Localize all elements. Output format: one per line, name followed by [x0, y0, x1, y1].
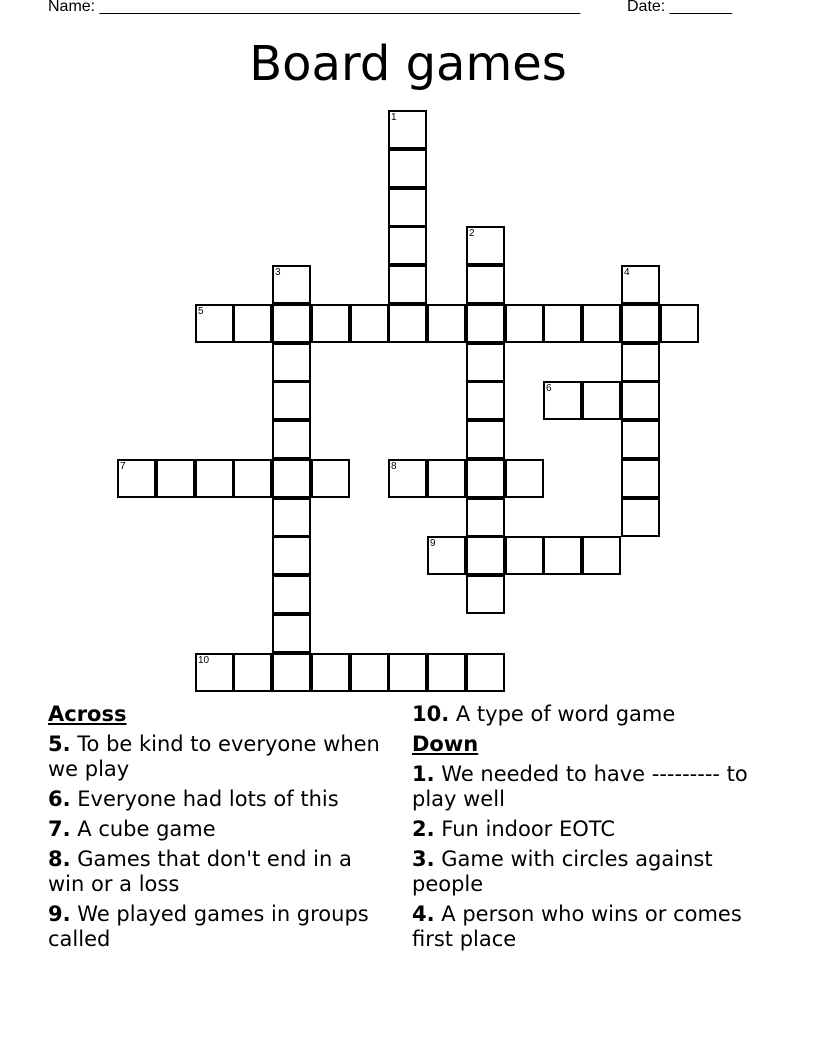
grid-cell[interactable]: [427, 304, 466, 343]
grid-cell[interactable]: [427, 653, 466, 692]
grid-cell[interactable]: [660, 304, 699, 343]
grid-cell[interactable]: [350, 304, 389, 343]
clue-text: A cube game: [77, 817, 216, 841]
date-field[interactable]: Date: _______: [627, 0, 732, 15]
grid-cell[interactable]: [466, 420, 505, 459]
grid-cell[interactable]: [388, 188, 427, 227]
across-heading: Across: [48, 702, 127, 726]
grid-cell[interactable]: [427, 536, 466, 575]
clue-text: Everyone had lots of this: [77, 787, 339, 811]
grid-cell[interactable]: [156, 459, 195, 498]
grid-cell[interactable]: [272, 614, 311, 653]
clue-text: Fun indoor EOTC: [441, 817, 616, 841]
grid-cell[interactable]: [388, 459, 427, 498]
grid-cell[interactable]: [466, 536, 505, 575]
grid-cell[interactable]: [388, 653, 427, 692]
clue-number: 4.: [412, 902, 435, 926]
clue-text: We played games in groups called: [48, 902, 369, 951]
cell-number: 6: [546, 383, 552, 394]
cell-number: 5: [198, 306, 204, 317]
grid-cell[interactable]: [272, 343, 311, 382]
grid-cell[interactable]: [233, 459, 272, 498]
clue-number: 8.: [48, 847, 71, 871]
grid-cell[interactable]: [505, 536, 544, 575]
grid-cell[interactable]: [466, 304, 505, 343]
clues-left-column: [48, 702, 388, 957]
grid-cell[interactable]: [272, 381, 311, 420]
grid-cell[interactable]: [543, 304, 582, 343]
grid-cell[interactable]: [272, 653, 311, 692]
grid-cell[interactable]: [311, 459, 350, 498]
grid-cell[interactable]: [621, 265, 660, 304]
grid-cell[interactable]: [117, 459, 156, 498]
grid-cell[interactable]: [350, 653, 389, 692]
clue-across-8: [48, 847, 388, 897]
clue-number: 9.: [48, 902, 71, 926]
grid-cell[interactable]: [272, 304, 311, 343]
grid-cell[interactable]: [233, 653, 272, 692]
grid-cell[interactable]: [621, 498, 660, 537]
clue-across-5: [48, 732, 388, 782]
clue-number: 7.: [48, 817, 71, 841]
grid-cell[interactable]: [195, 304, 234, 343]
grid-cell[interactable]: [543, 381, 582, 420]
grid-cell[interactable]: [388, 304, 427, 343]
grid-cell[interactable]: [621, 420, 660, 459]
grid-cell[interactable]: [621, 381, 660, 420]
clue-number: 3.: [412, 847, 435, 871]
clue-number: 10.: [412, 702, 450, 726]
grid-cell[interactable]: [466, 575, 505, 614]
grid-cell[interactable]: [466, 343, 505, 382]
clue-text: Games that don't end in a win or a loss: [48, 847, 352, 896]
grid-cell[interactable]: [272, 536, 311, 575]
grid-cell[interactable]: [272, 265, 311, 304]
clue-across-10: [412, 702, 752, 727]
grid-cell[interactable]: [195, 459, 234, 498]
clue-down-1: [412, 762, 752, 812]
cell-number: 4: [624, 267, 630, 278]
puzzle-title: Board games: [249, 36, 567, 92]
grid-cell[interactable]: [466, 498, 505, 537]
cell-number: 1: [391, 112, 397, 123]
grid-cell[interactable]: [505, 304, 544, 343]
grid-cell[interactable]: [311, 304, 350, 343]
grid-cell[interactable]: [272, 575, 311, 614]
grid-cell[interactable]: [272, 420, 311, 459]
clue-text: To be kind to everyone when we play: [48, 732, 380, 781]
cell-number: 8: [391, 461, 397, 472]
clue-across-6: [48, 787, 388, 812]
clue-text: A type of word game: [455, 702, 676, 726]
clues-right-column: [412, 702, 752, 957]
down-heading: Down: [412, 732, 479, 756]
clue-across-7: [48, 817, 388, 842]
cell-number: 3: [275, 267, 281, 278]
grid-cell[interactable]: [311, 653, 350, 692]
grid-cell[interactable]: [543, 536, 582, 575]
grid-cell[interactable]: [195, 653, 234, 692]
grid-cell[interactable]: [466, 653, 505, 692]
clue-text: Game with circles against people: [412, 847, 713, 896]
clue-number: 6.: [48, 787, 71, 811]
clue-text: A person who wins or comes first place: [412, 902, 742, 951]
grid-cell[interactable]: [233, 304, 272, 343]
clue-text: We needed to have --------- to play well: [412, 762, 748, 811]
grid-cell[interactable]: [621, 459, 660, 498]
cell-number: 2: [469, 228, 475, 239]
cell-number: 9: [430, 538, 436, 549]
grid-cell[interactable]: [388, 110, 427, 149]
grid-cell[interactable]: [272, 498, 311, 537]
grid-cell[interactable]: [466, 226, 505, 265]
grid-cell[interactable]: [388, 265, 427, 304]
clue-number: 1.: [412, 762, 435, 786]
clue-down-2: [412, 817, 752, 842]
clue-number: 2.: [412, 817, 435, 841]
clue-across-9: [48, 902, 388, 952]
cell-number: 10: [198, 655, 210, 666]
grid-cell[interactable]: [505, 459, 544, 498]
clue-number: 5.: [48, 732, 71, 756]
grid-cell[interactable]: [427, 459, 466, 498]
grid-cell[interactable]: [272, 459, 311, 498]
grid-cell[interactable]: [466, 381, 505, 420]
cell-number: 7: [120, 461, 126, 472]
grid-cell[interactable]: [388, 149, 427, 188]
grid-cell[interactable]: [466, 265, 505, 304]
grid-cell[interactable]: [582, 304, 621, 343]
name-field[interactable]: Name: ______________________________________________________: [48, 0, 581, 15]
grid-cell[interactable]: [466, 459, 505, 498]
grid-cell[interactable]: [582, 381, 621, 420]
grid-cell[interactable]: [388, 226, 427, 265]
clue-down-3: [412, 847, 752, 897]
grid-cell[interactable]: [621, 343, 660, 382]
grid-cell[interactable]: [582, 536, 621, 575]
grid-cell[interactable]: [621, 304, 660, 343]
clue-down-4: [412, 902, 752, 952]
